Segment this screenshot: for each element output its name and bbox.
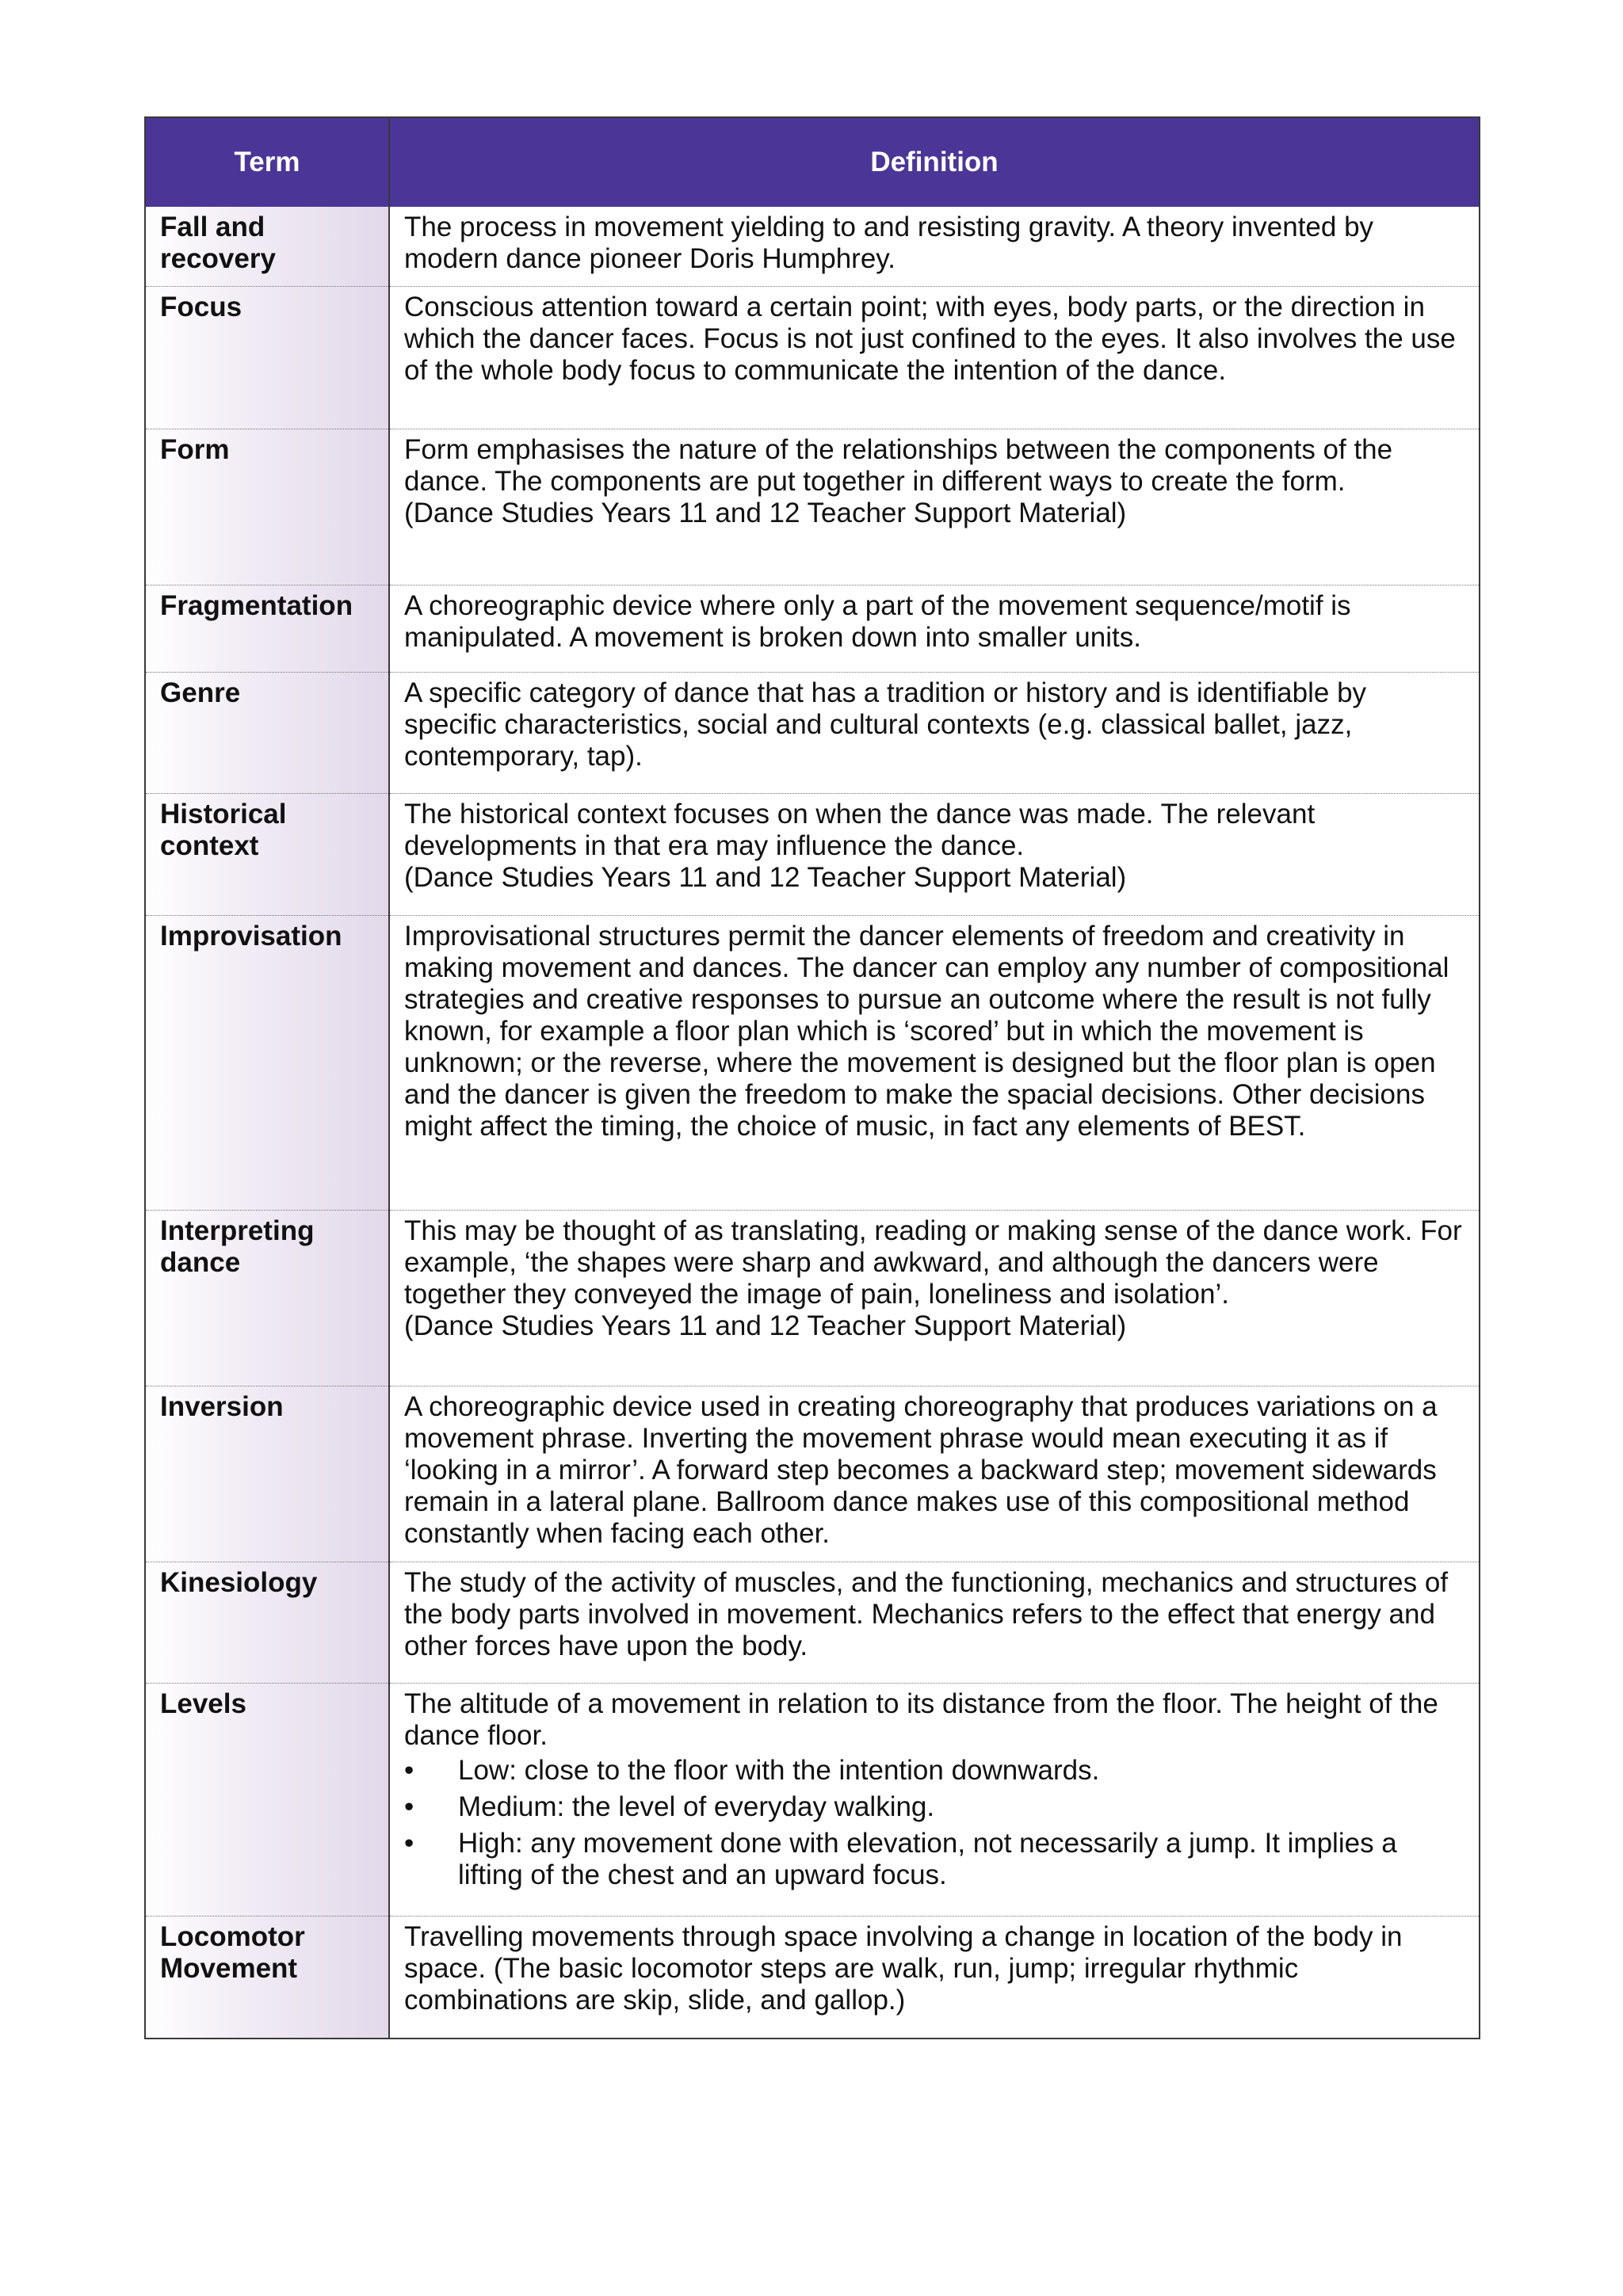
definition-text: Form emphasises the nature of the relationships between the components of the dance. The components are put together in different ways to create the form. [404,433,1393,497]
term-cell: Interpreting dance [145,1210,389,1386]
table-row [145,286,1480,429]
definition-text: Conscious attention toward a certain point; with eyes, body parts, or the direction in which the dancer faces. Focus is not just confined to the eyes. It also involves the use of the whole body focus to communicate the intention of the dance. [404,291,1456,386]
definition-cell [389,793,1480,915]
definition-cell [389,585,1480,672]
definition-cell [389,1386,1480,1562]
definition-cell [389,915,1480,1210]
definition-cell [389,1562,1480,1683]
definition-cell [389,1210,1480,1386]
glossary-table [144,116,1480,2039]
definition-text: The study of the activity of muscles, and the functioning, mechanics and structures of the body parts involved in movement. Mechanics refers to the effect that energy and other forces have upon the body. [404,1566,1449,1661]
table-header-row [145,117,1480,207]
table-row [145,672,1480,793]
definition-source: (Dance Studies Years 11 and 12 Teacher Support Material) [404,497,1127,528]
term-cell: Fragmentation [145,585,389,672]
definition-cell [389,672,1480,793]
term-cell: Kinesiology [145,1562,389,1683]
definition-text: The altitude of a movement in relation to its distance from the floor. The height of the dance floor. [404,1688,1438,1751]
definition-text: Travelling movements through space involving a change in location of the body in space. (The basic locomotor steps are walk, run, jump; irregular rhythmic combinations are skip, slide, and gallop.) [404,1920,1403,2016]
table-row [145,1562,1480,1683]
term-cell: Focus [145,286,389,429]
bullet-icon: • [404,1754,414,1786]
definition-text: Improvisational structures permit the dancer elements of freedom and creativity in making movement and dances. The dancer can employ any number of compositional strategies and creative responses to pursue an outcome where the result is not fully known, for example a floor plan which is ‘scored’ but in which the movement is unknown; or the reverse, where the movement is designed but the floor plan is open and the dancer is given the freedom to make the spacial decisions. Other decisions might affect the timing, the choice of music, in fact any elements of BEST. [404,920,1449,1142]
term-cell: Genre [145,672,389,793]
table-row [145,915,1480,1210]
table-row [145,585,1480,672]
list-item [404,1828,1466,1891]
header-definition: Definition [389,117,1480,207]
definition-cell [389,429,1480,585]
definition-cell [389,1916,1480,2039]
list-item [404,1791,1466,1823]
table-row [145,429,1480,585]
table-row [145,1683,1480,1916]
bullet-text: High: any movement done with elevation, not necessarily a jump. It implies a lifting of the chest and an upward focus. [458,1827,1397,1890]
definition-text: A choreographic device where only a part of the movement sequence/motif is manipulated. A movement is broken down into smaller units. [404,589,1351,653]
definition-text: The process in movement yielding to and resisting gravity. A theory invented by modern dance pioneer Doris Humphrey. [404,212,1374,274]
term-cell: Levels [145,1683,389,1916]
definition-cell [389,1683,1480,1916]
term-cell: Form [145,429,389,585]
term-cell: Fall and recovery [145,207,389,286]
bullet-icon: • [404,1827,414,1859]
term-cell: Historical context [145,793,389,915]
table-row [145,207,1480,286]
table-row [145,1210,1480,1386]
definition-source: (Dance Studies Years 11 and 12 Teacher Support Material) [404,861,1127,893]
header-term: Term [145,117,389,207]
definition-source: (Dance Studies Years 11 and 12 Teacher Support Material) [404,1310,1127,1341]
definition-text: A specific category of dance that has a tradition or history and is identifiable by specific characteristics, social and cultural contexts (e.g. classical ballet, jazz, contemporary, tap). [404,677,1367,772]
term-cell: Inversion [145,1386,389,1562]
table-row [145,1386,1480,1562]
definition-text: A choreographic device used in creating choreography that produces variations on a movement phrase. Inverting the movement phrase would mean executing it as if ‘looking in a mirror’. A forward step becomes a backward step; movement sidewards remain in a lateral plane. Ballroom dance makes use of this compositional method constantly when facing each other. [404,1390,1438,1549]
bullet-icon: • [404,1791,414,1822]
table-row [145,793,1480,915]
definition-text: The historical context focuses on when the dance was made. The relevant developments in that era may influence the dance. [404,798,1316,861]
definition-cell [389,286,1480,429]
definition-text: This may be thought of as translating, reading or making sense of the dance work. For example, ‘the shapes were sharp and awkward, and although the dancers were together they conveyed the image of pain, loneliness and isolation’. [404,1215,1462,1310]
definition-cell [389,207,1480,286]
bullet-text: Medium: the level of everyday walking. [458,1791,935,1822]
list-item [404,1755,1466,1787]
term-cell: Locomotor Movement [145,1916,389,2039]
table-row [145,1916,1480,2039]
term-cell: Improvisation [145,915,389,1210]
bullet-text: Low: close to the floor with the intention downwards. [458,1754,1100,1786]
levels-bullet-list [404,1755,1466,1891]
